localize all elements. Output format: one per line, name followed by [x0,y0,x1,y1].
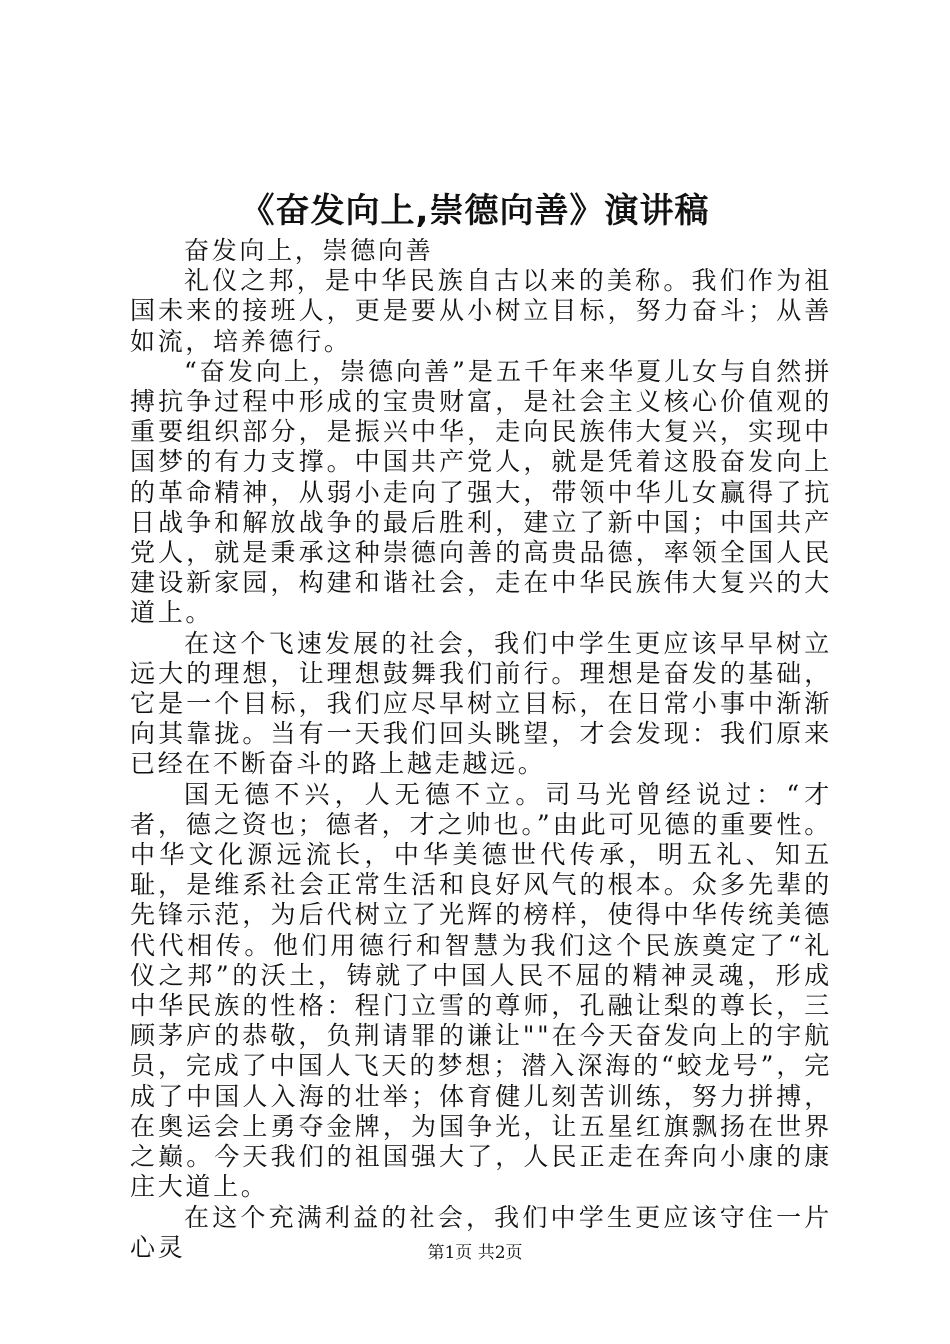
paragraph: 礼仪之邦，是中华民族自古以来的美称。我们作为祖国未来的接班人，更是要从小树立目标，努力奋斗；从善如流，培养德行。 [130,266,832,356]
document-body [130,236,832,1263]
paragraph: 在这个飞速发展的社会，我们中学生更应该早早树立远大的理想，让理想鼓舞我们前行。理想是奋发的基础，它是一个目标，我们应尽早树立目标，在日常小事中渐渐向其靠拢。当有一天我们回头眺望，才会发现：我们原来已经在不断奋斗的路上越走越远。 [130,628,832,779]
page-number-footer: 第1页 共2页 [427,1243,523,1263]
paragraph: 在这个充满利益的社会，我们中学生更应该守住一片心灵 [130,1202,832,1262]
paragraph-subtitle: 奋发向上，崇德向善 [184,236,434,265]
document-title: 《奋发向上,崇德向善》演讲稿 [240,191,710,231]
paragraph: 国无德不兴，人无德不立。司马光曾经说过：“才者，德之资也；德者，才之帅也。”由此可见德的重要性。中华文化源远流长，中华美德世代传承，明五礼、知五耻，是维系社会正常生活和良好风气的根本。众多先辈的先锋示范，为后代树立了光辉的榜样，使得中华传统美德代代相传。他们用德行和智慧为我们这个民族奠定了“礼仪之邦”的沃土，铸就了中国人民不屈的精神灵魂，形成中华民族的性格：程门立雪的尊师，孔融让梨的尊长，三顾茅庐的恭敬，负荆请罪的谦让""在今天奋发向上的宇航员，完成了中国人飞天的梦想；潜入深海的“蛟龙号”，完成了中国人入海的壮举；体育健儿刻苦训练，努力拼搏，在奥运会上勇夺金牌，为国争光，让五星红旗飘扬在世界之巅。今天我们的祖国强大了，人民正走在奔向小康的康庄大道上。 [130,779,832,1202]
paragraph: “奋发向上，崇德向善”是五千年来华夏儿女与自然拼搏抗争过程中形成的宝贵财富，是社会主义核心价值观的重要组织部分，是振兴中华，走向民族伟大复兴，实现中国梦的有力支撑。中国共产党人，就是凭着这股奋发向上的革命精神，从弱小走向了强大，带领中华儿女赢得了抗日战争和解放战争的最后胜利，建立了新中国；中国共产党人，就是秉承这种崇德向善的高贵品德，率领全国人民建设新家园，构建和谐社会，走在中华民族伟大复兴的大道上。 [130,356,832,628]
